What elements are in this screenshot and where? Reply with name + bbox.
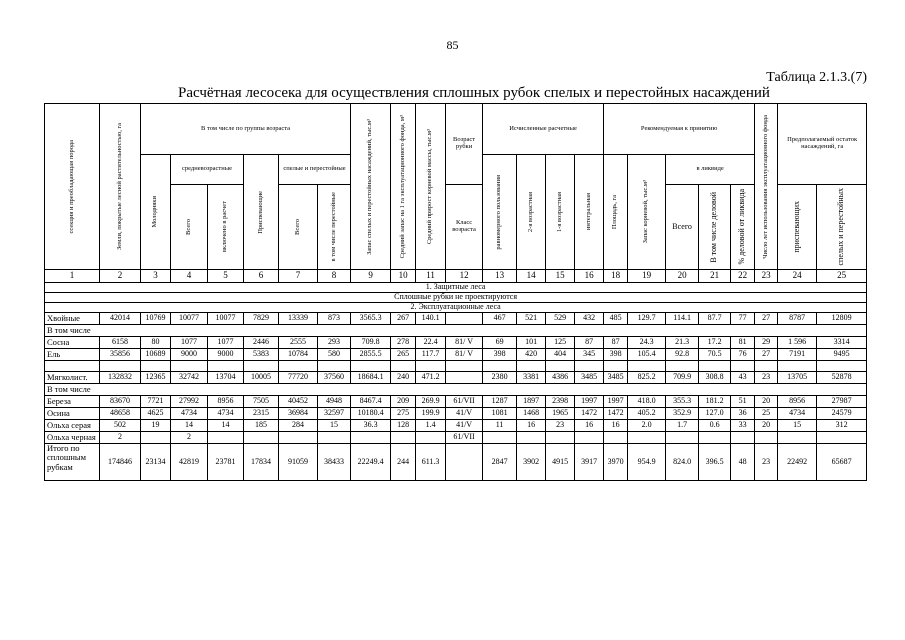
table-cell: 1997	[575, 396, 604, 408]
table-cell: 76	[731, 349, 755, 361]
table-cell: 87	[604, 337, 628, 349]
table-cell: 4386	[546, 372, 575, 384]
table-cell: 467	[483, 313, 517, 325]
table-cell: 129.7	[628, 313, 666, 325]
row-label: Ольха серая	[45, 420, 100, 432]
table-cell: 48658	[100, 408, 141, 420]
table-cell: 81/ V	[446, 349, 483, 361]
table-cell: 125	[546, 337, 575, 349]
section-no-clear-cutting: Сплошные рубки не проектируются	[45, 293, 867, 303]
table-cell	[778, 361, 817, 372]
table-cell: 16	[604, 420, 628, 432]
table-cell: 398	[483, 349, 517, 361]
table-cell	[446, 361, 483, 372]
table-cell: 2855.5	[351, 349, 391, 361]
table-cell: 117.7	[416, 349, 446, 361]
header-col-20: Всего	[666, 185, 699, 270]
table-cell	[391, 361, 416, 372]
table-cell: 23	[755, 372, 778, 384]
table-cell	[517, 361, 546, 372]
table-cell	[141, 361, 171, 372]
table-cell	[446, 313, 483, 325]
table-cell: 12809	[817, 313, 867, 325]
table-cell: 709.9	[666, 372, 699, 384]
table-cell: 41/V	[446, 420, 483, 432]
table-cell: 432	[575, 313, 604, 325]
table-cell: 7191	[778, 349, 817, 361]
table-cell	[604, 432, 628, 444]
header-col-4: Всего	[171, 185, 208, 270]
table-cell: 33	[731, 420, 755, 432]
table-cell: 43	[731, 372, 755, 384]
table-cell	[731, 432, 755, 444]
table-cell: 42819	[171, 444, 208, 481]
table-cell: 2	[100, 432, 141, 444]
table-cell: 2446	[244, 337, 279, 349]
table-cell: 61/VII	[446, 396, 483, 408]
table-cell: 22492	[778, 444, 817, 481]
header-col-1: ссекция и преобладающая порода	[45, 104, 100, 270]
table-cell	[279, 432, 318, 444]
table-cell: 8956	[778, 396, 817, 408]
table-cell: 7829	[244, 313, 279, 325]
table-cell: 10005	[244, 372, 279, 384]
table-cell: 345	[575, 349, 604, 361]
table-cell: 35856	[100, 349, 141, 361]
table-cell: 80	[141, 337, 171, 349]
table-cell: 709.8	[351, 337, 391, 349]
table-cell: 77720	[279, 372, 318, 384]
table-row	[45, 408, 867, 420]
table-cell: 14	[208, 420, 244, 432]
header-col-14: 2-я возрастная	[517, 155, 546, 270]
table-cell: 2.0	[628, 420, 666, 432]
table-cell: 12365	[141, 372, 171, 384]
table-cell: 8787	[778, 313, 817, 325]
row-label: Осина	[45, 408, 100, 420]
table-cell: 3381	[517, 372, 546, 384]
table-cell: 52878	[817, 372, 867, 384]
table-cell: 17834	[244, 444, 279, 481]
table-cell: 8956	[208, 396, 244, 408]
table-cell	[244, 361, 279, 372]
table-cell	[446, 372, 483, 384]
section-protective-forests: 1. Защитные леса	[45, 283, 867, 293]
table-cell: 1965	[546, 408, 575, 420]
table-cell: 36	[731, 408, 755, 420]
table-cell: 36.3	[351, 420, 391, 432]
table-row	[45, 432, 867, 444]
header-col-3: Молодняки	[141, 155, 171, 270]
table-cell: 32742	[171, 372, 208, 384]
header-col-25: спелых и перестойных	[817, 185, 867, 270]
table-cell: 2847	[483, 444, 517, 481]
table-cell: 37560	[318, 372, 351, 384]
table-cell: 4734	[208, 408, 244, 420]
table-cell: 41/V	[446, 408, 483, 420]
table-cell: 114.1	[666, 313, 699, 325]
table-cell: 185	[244, 420, 279, 432]
table-cell	[318, 432, 351, 444]
table-cell: 25	[755, 408, 778, 420]
header-age-groups: В том числе по группы возраста	[141, 104, 351, 155]
table-cell: 265	[391, 349, 416, 361]
table-cell	[279, 361, 318, 372]
table-cell: 10784	[279, 349, 318, 361]
table-cell: 529	[546, 313, 575, 325]
logging-table	[44, 103, 867, 481]
table-cell: 27992	[171, 396, 208, 408]
table-cell: 27987	[817, 396, 867, 408]
table-cell: 278	[391, 337, 416, 349]
table-cell: 13704	[208, 372, 244, 384]
table-cell	[699, 361, 731, 372]
table-cell: 83670	[100, 396, 141, 408]
header-col-13: равномерного пользования	[483, 155, 517, 270]
table-title: Расчётная лесосека для осуществления сплошных рубок спелых и перестойных насаждений	[178, 85, 770, 101]
table-cell	[45, 361, 100, 372]
table-cell	[666, 432, 699, 444]
table-cell: 355.3	[666, 396, 699, 408]
table-cell: 405.2	[628, 408, 666, 420]
table-cell: 15	[318, 420, 351, 432]
header-col-21: В том числе деловой	[699, 185, 731, 270]
table-cell: 954.9	[628, 444, 666, 481]
table-cell: 418.0	[628, 396, 666, 408]
table-cell: 16	[517, 420, 546, 432]
page-number: 85	[446, 38, 459, 52]
row-label: Мягколист.	[45, 372, 100, 384]
table-cell: 9495	[817, 349, 867, 361]
table-cell: 244	[391, 444, 416, 481]
header-col-8: в том числе перестойные	[318, 185, 351, 270]
table-cell: 10180.4	[351, 408, 391, 420]
table-cell: 14	[171, 420, 208, 432]
table-cell: 42014	[100, 313, 141, 325]
table-cell: 502	[100, 420, 141, 432]
table-cell: 87.7	[699, 313, 731, 325]
table-cell: 611.3	[416, 444, 446, 481]
table-cell: 1 596	[778, 337, 817, 349]
table-cell: 1468	[517, 408, 546, 420]
table-cell	[446, 444, 483, 481]
header-liquid: в ликвиде	[666, 155, 755, 185]
table-cell: 1081	[483, 408, 517, 420]
table-cell: 3970	[604, 444, 628, 481]
table-cell: 3565.3	[351, 313, 391, 325]
table-cell	[141, 432, 171, 444]
header-col-18: Площадь, га	[604, 155, 628, 270]
table-cell: 10077	[171, 313, 208, 325]
column-numbers-row: 1 2 3 4 5 6 7 8 9 10 11 12 13 14 15 16 18 19 20 21 22 23 24 25	[45, 270, 867, 283]
table-row	[45, 337, 867, 349]
table-cell: 1077	[171, 337, 208, 349]
table-cell: 101	[517, 337, 546, 349]
table-cell: 27	[755, 349, 778, 361]
table-cell	[817, 361, 867, 372]
table-cell: 9000	[208, 349, 244, 361]
table-cell: 81/ V	[446, 337, 483, 349]
table-row	[45, 420, 867, 432]
table-cell	[699, 432, 731, 444]
table-cell: 471.2	[416, 372, 446, 384]
table-cell: 24579	[817, 408, 867, 420]
table-cell: 51	[731, 396, 755, 408]
table-cell: 10769	[141, 313, 171, 325]
table-row	[45, 361, 867, 372]
table-cell: 1997	[604, 396, 628, 408]
header-col-15: 1-я возрастная	[546, 155, 575, 270]
table-cell: 21.3	[666, 337, 699, 349]
table-cell: 2398	[546, 396, 575, 408]
table-cell: 9000	[171, 349, 208, 361]
table-cell: 174846	[100, 444, 141, 481]
table-cell: 1472	[604, 408, 628, 420]
table-cell: 132832	[100, 372, 141, 384]
table-cell: 7721	[141, 396, 171, 408]
table-cell: 2380	[483, 372, 517, 384]
table-cell: 65687	[817, 444, 867, 481]
table-cell: 8467.4	[351, 396, 391, 408]
table-row	[45, 396, 867, 408]
header-col-23: Число лет использования эксплуатационного фонда	[755, 104, 778, 270]
table-cell: 1472	[575, 408, 604, 420]
table-cell	[517, 432, 546, 444]
table-cell: 81	[731, 337, 755, 349]
table-cell: 7505	[244, 396, 279, 408]
table-cell: 23	[755, 444, 778, 481]
table-cell: 18684.1	[351, 372, 391, 384]
table-cell: 580	[318, 349, 351, 361]
header-calculated: Исчисленные расчетные	[483, 104, 604, 155]
table-cell	[318, 361, 351, 372]
table-cell: 127.0	[699, 408, 731, 420]
table-cell: 70.5	[699, 349, 731, 361]
table-cell: 824.0	[666, 444, 699, 481]
table-cell: 308.8	[699, 372, 731, 384]
table-cell: 240	[391, 372, 416, 384]
table-cell: 825.2	[628, 372, 666, 384]
row-label: Ольха черная	[45, 432, 100, 444]
table-cell	[628, 432, 666, 444]
header-age-cut: Возраст рубки	[446, 104, 483, 185]
table-cell	[391, 432, 416, 444]
table-cell	[208, 432, 244, 444]
table-cell: 209	[391, 396, 416, 408]
table-cell: 275	[391, 408, 416, 420]
header-col-10: Средний запас на 1 га эксплуатационного фонда, м³	[391, 104, 416, 270]
table-cell	[416, 432, 446, 444]
table-cell: 128	[391, 420, 416, 432]
table-cell: 23134	[141, 444, 171, 481]
table-cell: 27	[755, 313, 778, 325]
table-cell: 0.6	[699, 420, 731, 432]
table-cell: 521	[517, 313, 546, 325]
table-cell: 10077	[208, 313, 244, 325]
table-cell: 4734	[778, 408, 817, 420]
table-row	[45, 372, 867, 384]
table-cell: 77	[731, 313, 755, 325]
table-cell: 13705	[778, 372, 817, 384]
header-col-24: приспевающих	[778, 185, 817, 270]
table-cell: 22249.4	[351, 444, 391, 481]
table-cell	[778, 432, 817, 444]
table-cell: 4734	[171, 408, 208, 420]
row-label: Итого по сплошным рубкам	[45, 444, 100, 481]
table-cell: 3314	[817, 337, 867, 349]
table-cell	[575, 361, 604, 372]
table-cell: 10689	[141, 349, 171, 361]
header-col-19: Запас корневой, тыс.м³	[628, 155, 666, 270]
table-cell: 17.2	[699, 337, 731, 349]
table-cell: 11	[483, 420, 517, 432]
section-exploitation-forests: 2. Эксплуатационные леса	[45, 303, 867, 313]
table-cell	[755, 432, 778, 444]
table-cell: 267	[391, 313, 416, 325]
table-cell	[208, 361, 244, 372]
header-remains: Предполагаемый остаток насаждений, га	[778, 104, 867, 185]
header-col-7: Всего	[279, 185, 318, 270]
table-cell: 140.1	[416, 313, 446, 325]
header-ripe: спелые и перестойные	[279, 155, 351, 185]
table-cell	[171, 361, 208, 372]
table-cell	[546, 432, 575, 444]
table-cell: 293	[318, 337, 351, 349]
table-cell: 1077	[208, 337, 244, 349]
row-label: Береза	[45, 396, 100, 408]
table-cell: 4625	[141, 408, 171, 420]
table-cell: 1.7	[666, 420, 699, 432]
table-cell: 2555	[279, 337, 318, 349]
table-cell: 3902	[517, 444, 546, 481]
header-col-16: интегральная	[575, 155, 604, 270]
table-cell: 13339	[279, 313, 318, 325]
table-cell	[100, 361, 141, 372]
table-cell: 269.9	[416, 396, 446, 408]
table-cell	[755, 361, 778, 372]
table-cell: 19	[141, 420, 171, 432]
table-cell	[575, 432, 604, 444]
table-cell: 1897	[517, 396, 546, 408]
table-cell: 38433	[318, 444, 351, 481]
table-cell: 1.4	[416, 420, 446, 432]
table-cell: 23	[546, 420, 575, 432]
table-cell: 2	[171, 432, 208, 444]
table-cell: 199.9	[416, 408, 446, 420]
header-recommended: Рекомендуемая к принятию	[604, 104, 755, 155]
table-cell	[628, 361, 666, 372]
table-cell: 181.2	[699, 396, 731, 408]
table-cell: 2315	[244, 408, 279, 420]
table-cell: 3485	[604, 372, 628, 384]
table-row	[45, 313, 867, 325]
header-col-11: Средний прирост корневой массы, тыс.м³	[416, 104, 446, 270]
table-cell	[546, 361, 575, 372]
table-cell: 485	[604, 313, 628, 325]
table-cell: 352.9	[666, 408, 699, 420]
table-cell: 4948	[318, 396, 351, 408]
table-cell: 398	[604, 349, 628, 361]
table-cell: 873	[318, 313, 351, 325]
table-cell: 69	[483, 337, 517, 349]
table-cell: 48	[731, 444, 755, 481]
subgroup-label: В том числе	[45, 384, 867, 396]
table-cell: 6158	[100, 337, 141, 349]
table-cell: 4915	[546, 444, 575, 481]
table-cell: 91059	[279, 444, 318, 481]
row-label: Сосна	[45, 337, 100, 349]
table-cell: 3485	[575, 372, 604, 384]
subgroup-label: В том числе	[45, 325, 867, 337]
table-cell: 92.8	[666, 349, 699, 361]
table-row	[45, 349, 867, 361]
table-cell	[731, 361, 755, 372]
table-cell: 20	[755, 420, 778, 432]
header-col-22: % деловой от ликвида	[731, 185, 755, 270]
table-cell	[351, 361, 391, 372]
table-cell: 40452	[279, 396, 318, 408]
header-col-5: включено в расчет	[208, 185, 244, 270]
table-cell	[244, 432, 279, 444]
table-cell	[817, 432, 867, 444]
table-cell: 284	[279, 420, 318, 432]
table-cell: 36984	[279, 408, 318, 420]
header-col-12: Класс возраста	[446, 185, 483, 270]
table-cell: 23781	[208, 444, 244, 481]
table-cell: 87	[575, 337, 604, 349]
table-label: Таблица 2.1.3.(7)	[766, 70, 867, 85]
table-cell: 20	[755, 396, 778, 408]
table-cell: 396.5	[699, 444, 731, 481]
table-cell: 32597	[318, 408, 351, 420]
table-cell	[351, 432, 391, 444]
row-label: Ель	[45, 349, 100, 361]
table-cell: 16	[575, 420, 604, 432]
header-col-9: Запас спелых и перестойных насаждений, тыс.м³	[351, 104, 391, 270]
table-cell	[483, 432, 517, 444]
header-col-2: Земли, покрытые лесной растительностью, га	[100, 104, 141, 270]
table-cell: 420	[517, 349, 546, 361]
table-cell: 1287	[483, 396, 517, 408]
table-cell	[416, 361, 446, 372]
table-cell: 312	[817, 420, 867, 432]
table-cell: 29	[755, 337, 778, 349]
row-label: Хвойные	[45, 313, 100, 325]
table-cell: 22.4	[416, 337, 446, 349]
table-cell: 61/VII	[446, 432, 483, 444]
table-row	[45, 444, 867, 481]
table-cell: 404	[546, 349, 575, 361]
table-cell	[604, 361, 628, 372]
table-cell: 15	[778, 420, 817, 432]
table-cell: 3917	[575, 444, 604, 481]
table-cell: 24.3	[628, 337, 666, 349]
header-col-6: Приспевающие	[244, 155, 279, 270]
table-cell: 5383	[244, 349, 279, 361]
table-cell: 105.4	[628, 349, 666, 361]
table-cell	[483, 361, 517, 372]
table-cell	[666, 361, 699, 372]
header-middle-aged: средневозрастные	[171, 155, 244, 185]
